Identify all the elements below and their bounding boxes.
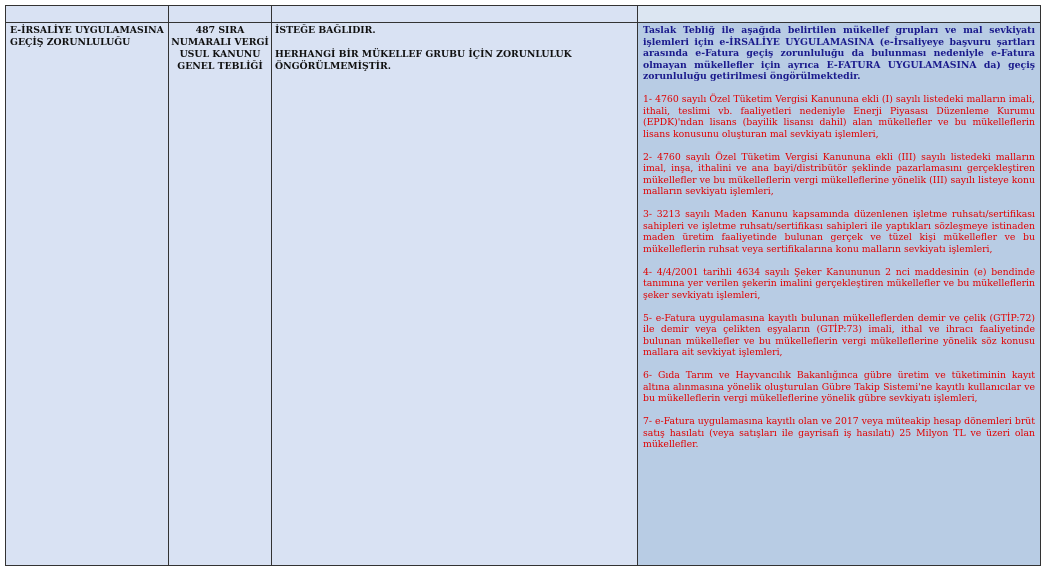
top-cell-2 xyxy=(169,6,272,23)
top-cell-4 xyxy=(638,6,1041,23)
status-text: İSTEĞE BAĞLIDIR. xyxy=(275,25,376,36)
top-cell-3 xyxy=(272,6,638,23)
topic-cell xyxy=(6,23,169,566)
table-row xyxy=(6,23,1041,566)
table-top-row xyxy=(6,6,1041,23)
list-item: 6- Gıda Tarım ve Hayvancılık Bakanlığınca gübre üretim ve tüketiminin kayıt altına alınmasına yönelik oluşturulan Gübre Takip Sistemi'ne kayıtlı kullanıcılar ve bu mükelleflerin vergi mükelleflerine yönelik gübre sevkiyatı işlemleri, xyxy=(643,370,1035,404)
list-item: 5- e-Fatura uygulamasına kayıtlı bulunan mükelleflerden demir ve çelik (GTİP:72) ile demir veya çelikten eşyaların (GTİP:73) imali, ithal ve ihracı faaliyetinde bulunan mükellefler ve bu mükelleflerin vergi mükelleflerine yönelik söz konusu mallara ait sevkiyat işlemleri, xyxy=(643,312,1035,358)
reference-cell xyxy=(169,23,272,566)
status-cell xyxy=(272,23,638,566)
draft-cell xyxy=(638,23,1041,566)
list-item: 2- 4760 sayılı Özel Tüketim Vergisi Kanununa ekli (III) sayılı listedeki malların imal, inşa, ithalini ve ana bayi/distribütör şeklinde pazarlamasını gerçekleştiren mükellefler ve bu mükelleflerin vergi mükelleflerine yönelik (III) sayılı listeye konu malların sevkiyatı işlemleri, xyxy=(643,151,1035,197)
topic-title: E-İRSALİYE UYGULAMASINA GEÇİŞ ZORUNLULUĞU xyxy=(10,25,164,48)
top-cell-1 xyxy=(6,6,169,23)
draft-intro: Taslak Tebliğ ile aşağıda belirtilen mükellef grupları ve mal sevkiyatı işlemleri için e-İRSALİYE UYGULAMASINA (e-İrsaliyeye başvuru şartları arasında e-Fatura geçiş zorunluluğu da bulunması nedeniyle e-Fatura olmayan mükellefler için ayrıca E-FATURA UYGULAMASINA da) geçiş zorunluluğu getirilmesi öngörülmektedir. xyxy=(643,25,1035,82)
list-item: 7- e-Fatura uygulamasına kayıtlı olan ve 2017 veya müteakip hesap dönemleri brüt satış hasılatı (veya satışları ile gayrisafi iş hasılatı) 25 Milyon TL ve üzeri olan mükellefler. xyxy=(643,416,1035,450)
list-item: 3- 3213 sayılı Maden Kanunu kapsamında düzenlenen işletme ruhsatı/sertifikası sahipleri ve işletme ruhsatı/sertifikası sahipleri ile yaptıkları sözleşmeye istinaden maden üretim faaliyetinde bulunan gerçek ve tüzel kişi mükellefler ve bu mükelleflerin ruhsat veya sertifikalarına konu malların sevkiyatı işlemleri, xyxy=(643,209,1035,255)
status-note: HERHANGİ BİR MÜKELLEF GRUBU İÇİN ZORUNLULUK ÖNGÖRÜLMEMİŞTİR. xyxy=(275,49,572,72)
legal-reference: 487 SIRA NUMARALI VERGİ USUL KANUNU GENEL TEBLİĞİ xyxy=(171,25,269,72)
list-item: 4- 4/4/2001 tarihli 4634 sayılı Şeker Kanununun 2 nci maddesinin (e) bendinde tanımına yer verilen şekerin imalini gerçekleştiren mükellefler ve bu mükelleflerin şeker sevkiyatı işlemleri, xyxy=(643,266,1035,301)
list-item: 1- 4760 sayılı Özel Tüketim Vergisi Kanununa ekli (I) sayılı listedeki malların imali, ithali, teslimi vb. faaliyetleri nedeniyle Enerji Piyasası Düzenleme Kurumu (EPDK)'ndan lisans (bayilik lisansı dahil) alan mükellefler ve bu mükelleflerin lisans konusunu oluşturan mal sevkiyatı işlemleri, xyxy=(643,94,1035,140)
requirements-table xyxy=(5,5,1041,566)
